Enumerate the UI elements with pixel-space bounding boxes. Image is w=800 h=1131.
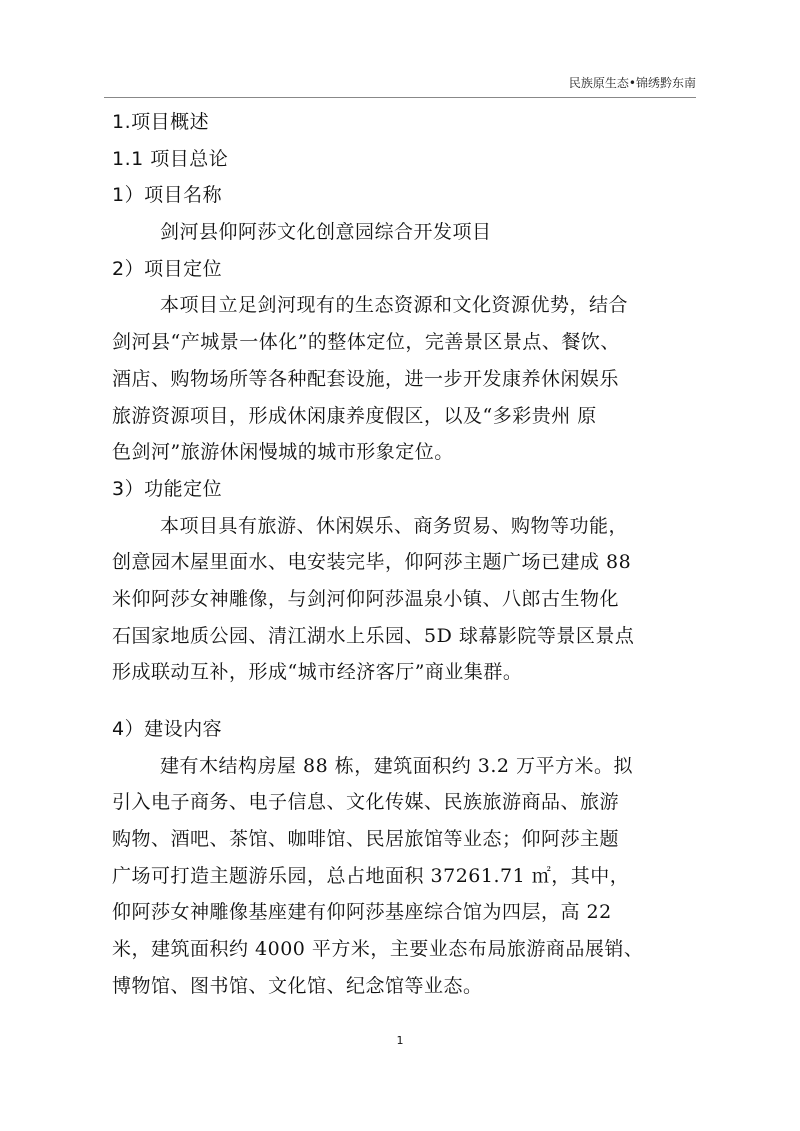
paragraph-line: 剑河县仰阿莎文化创意园综合开发项目 bbox=[160, 221, 492, 244]
paragraph-line: 本项目立足剑河现有的生态资源和文化资源优势，结合 bbox=[160, 294, 629, 317]
paragraph-line: 米仰阿莎女神雕像，与剑河仰阿莎温泉小镇、八郎古生物化 bbox=[112, 587, 620, 610]
paragraph-line: 米，建筑面积约 4000 平方米，主要业态布局旅游商品展销、 bbox=[112, 938, 644, 961]
paragraph-line: 建有木结构房屋 88 栋，建筑面积约 3.2 万平方米。拟 bbox=[160, 754, 634, 777]
section-title: 1.项目概述 bbox=[112, 111, 210, 133]
paragraph-line: 酒店、购物场所等各种配套设施，进一步开发康养休闲娱乐 bbox=[112, 367, 620, 390]
paragraph-line: 色剑河”旅游休闲慢城的城市形象定位。 bbox=[112, 441, 454, 464]
paragraph-line: 博物馆、图书馆、文化馆、纪念馆等业态。 bbox=[112, 974, 483, 997]
paragraph-line: 石国家地质公园、清江湖水上乐园、5D 球幕影院等景区景点 bbox=[112, 624, 635, 647]
paragraph-line: 创意园木屋里面水、电安装完毕，仰阿莎主题广场已建成 88 bbox=[112, 551, 632, 574]
spacer bbox=[112, 691, 698, 711]
paragraph-line: 仰阿莎女神雕像基座建有仰阿莎基座综合馆为四层，高 22 bbox=[112, 901, 612, 924]
page-content bbox=[112, 104, 698, 1005]
page-header: 民族原生态•锦绣黔东南 bbox=[568, 76, 696, 90]
paragraph-line: 引入电子商务、电子信息、文化传媒、民族旅游商品、旅游 bbox=[112, 791, 620, 814]
paragraph-line: 广场可打造主题游乐园，总占地面积 37261.71 ㎡，其中， bbox=[112, 864, 630, 887]
item-heading-construction: 4）建设内容 bbox=[112, 718, 223, 740]
paragraph-line: 购物、酒吧、茶馆、咖啡馆、民居旅馆等业态；仰阿莎主题 bbox=[112, 828, 620, 851]
paragraph-line: 剑河县“产城景一体化”的整体定位，完善景区景点、餐饮、 bbox=[112, 331, 620, 354]
subsection-title: 1.1 项目总论 bbox=[112, 147, 229, 170]
page-number: 1 bbox=[396, 1034, 404, 1047]
paragraph-line: 形成联动互补，形成“城市经济客厅”商业集群。 bbox=[112, 661, 523, 684]
paragraph-line: 旅游资源项目，形成休闲康养度假区，以及“多彩贵州 原 bbox=[112, 404, 597, 427]
header-rule bbox=[104, 97, 696, 98]
paragraph-line: 本项目具有旅游、休闲娱乐、商务贸易、购物等功能， bbox=[160, 514, 629, 537]
item-heading-positioning: 2）项目定位 bbox=[112, 257, 223, 280]
item-heading-name: 1）项目名称 bbox=[112, 184, 223, 207]
item-heading-function: 3）功能定位 bbox=[112, 477, 223, 500]
